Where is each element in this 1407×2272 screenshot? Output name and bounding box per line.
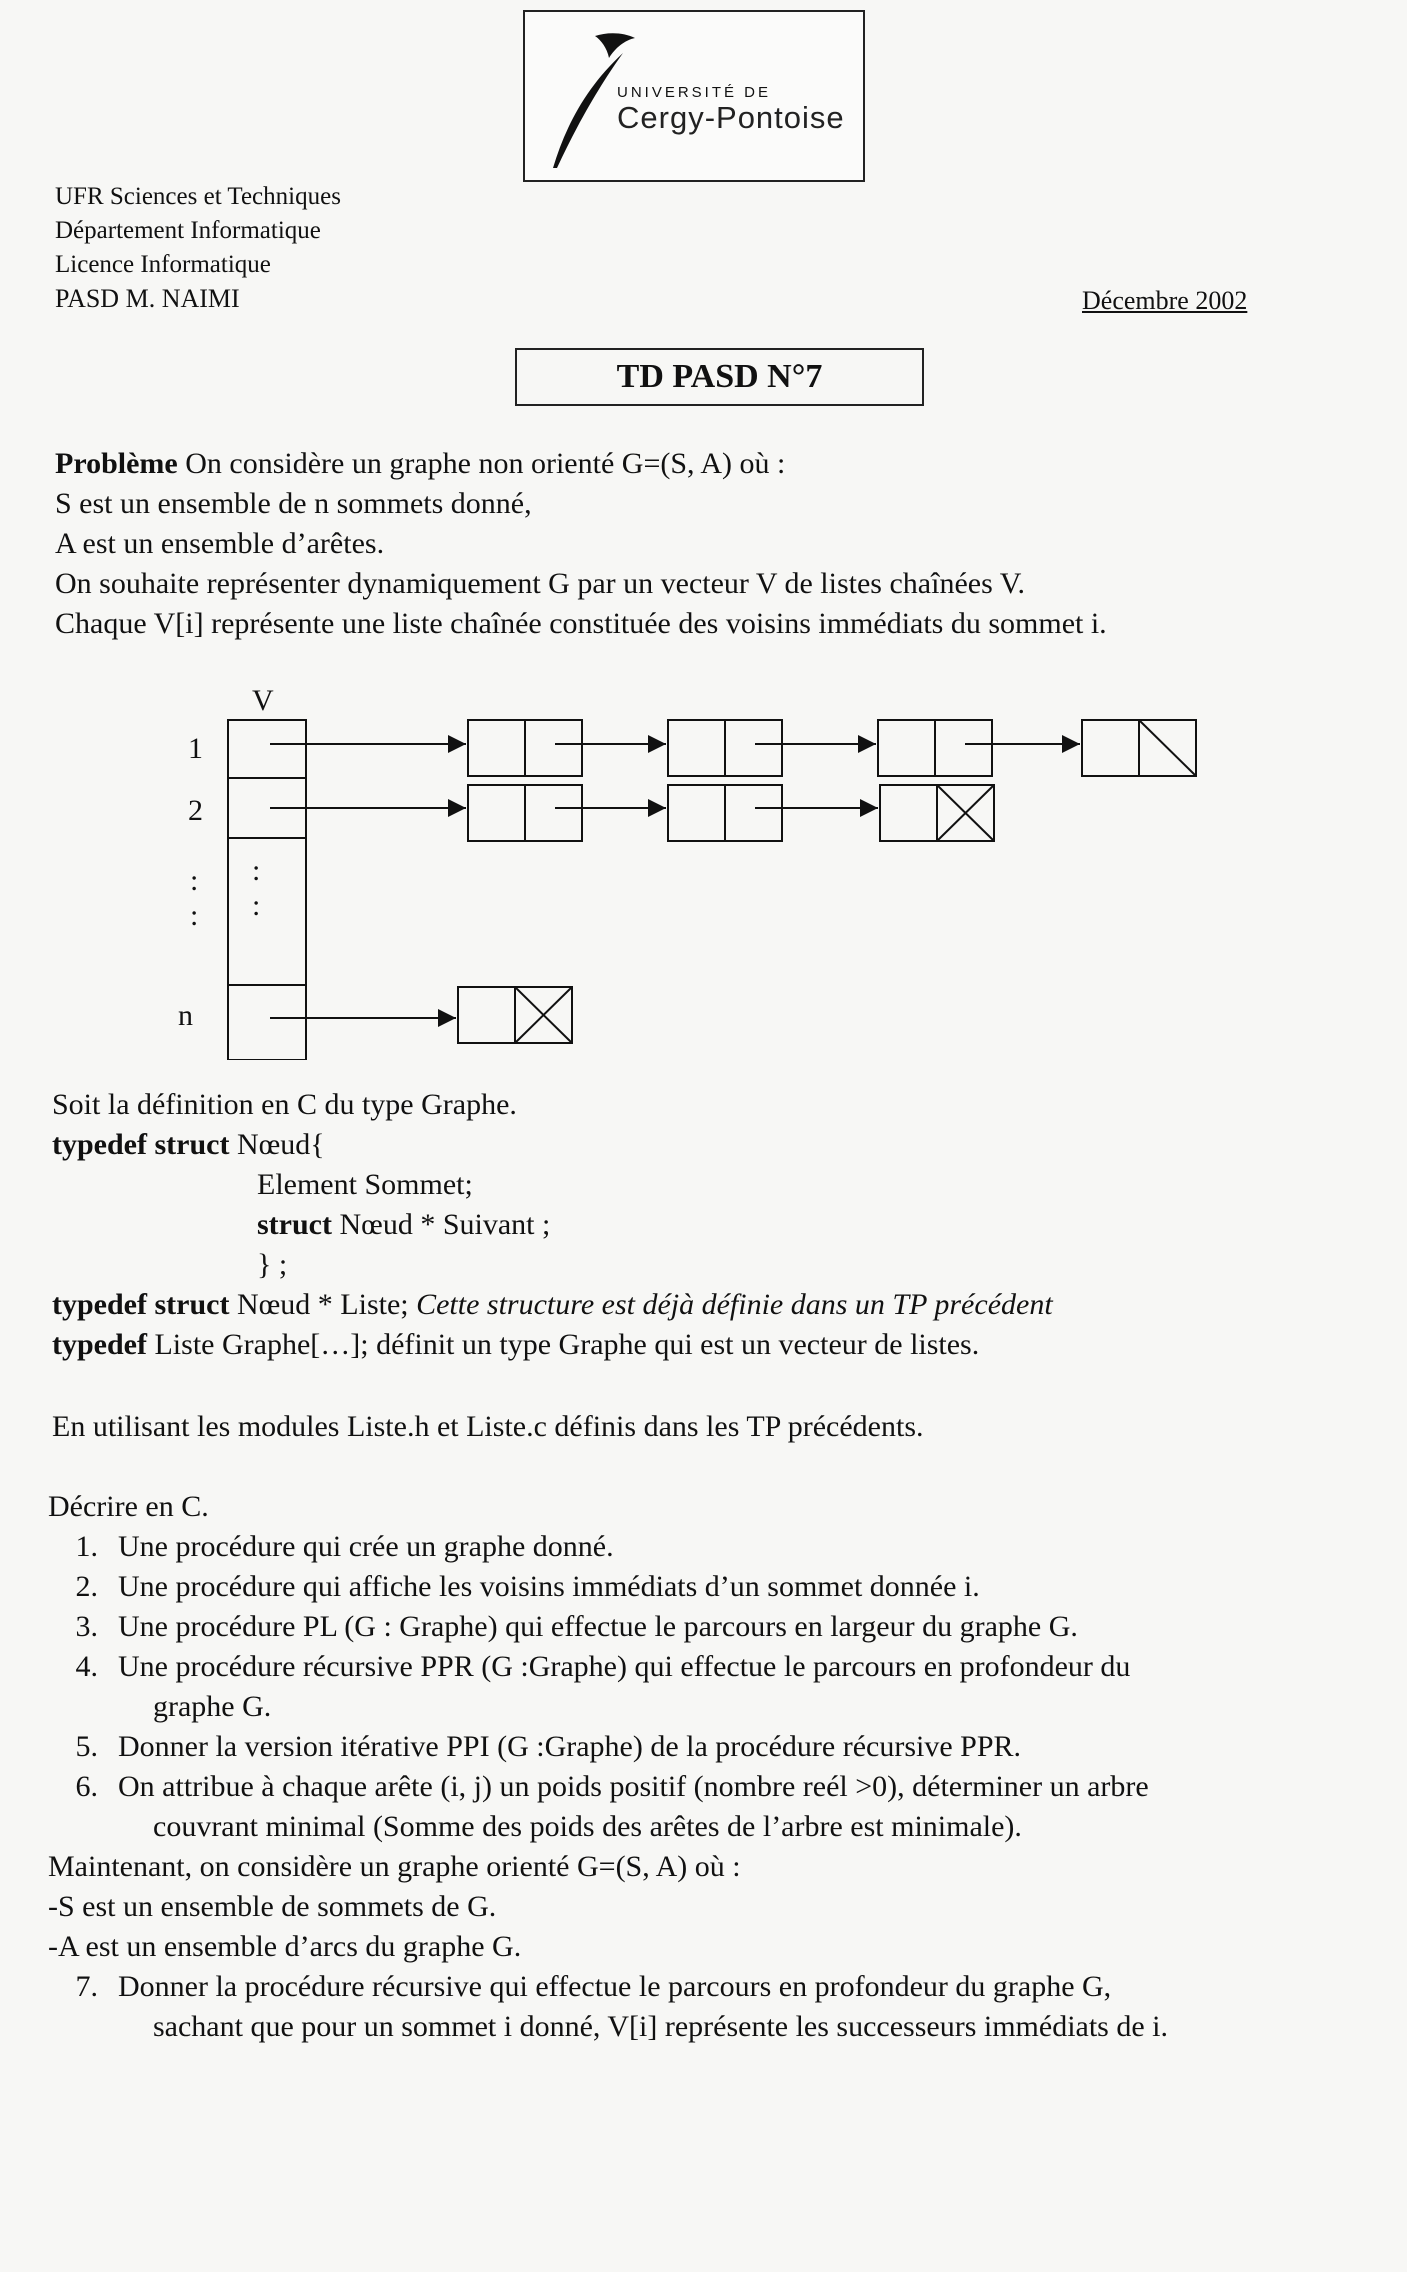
code-keyword: typedef struct: [52, 1128, 230, 1161]
list-item: 1. Une procédure qui crée un graphe donné.: [75, 1530, 614, 1563]
oriente-a: -A est un ensemble d’arcs du graphe G.: [48, 1930, 522, 1963]
code-line: } ;: [257, 1248, 288, 1281]
oriente-intro: Maintenant, on considère un graphe orienté G=(S, A) où :: [48, 1850, 741, 1883]
list-item: 2. Une procédure qui affiche les voisins immédiats d’un sommet donnée i.: [75, 1570, 980, 1603]
logo-university-name: Cergy-Pontoise: [617, 100, 845, 135]
header-block: [55, 180, 341, 316]
problem-line-1: S est un ensemble de n sommets donné,: [55, 487, 532, 520]
header-ufr: UFR Sciences et Techniques: [55, 183, 341, 210]
header-course: PASD M. NAIMI: [55, 284, 240, 313]
problem-intro: On considère un graphe non orienté G=(S, A) où :: [177, 447, 786, 480]
code-line: Element Sommet;: [257, 1168, 473, 1201]
code-section: [52, 1085, 1053, 1365]
header-licence: Licence Informatique: [55, 251, 271, 278]
list-item-continuation: graphe G.: [153, 1690, 272, 1723]
vector-dots-2: :: [252, 889, 261, 922]
code-intro: Soit la définition en C du type Graphe.: [52, 1088, 517, 1121]
code-comment: Cette structure est déjà définie dans un TP précédent: [416, 1288, 1053, 1321]
header-departement: Département Informatique: [55, 217, 321, 244]
graph-adjacency-diagram: [160, 680, 1220, 1060]
problem-line-2: A est un ensemble d’arêtes.: [55, 527, 385, 560]
list-item: 5. Donner la version itérative PPI (G :Graphe) de la procédure récursive PPR.: [75, 1730, 1022, 1763]
list-item-continuation: sachant que pour un sommet i donné, V[i] représente les successeurs immédiats de i.: [153, 2010, 1169, 2043]
problem-line-3: On souhaite représenter dynamiquement G par un vecteur V de listes chaînées V.: [55, 567, 1026, 600]
modules-text: En utilisant les modules Liste.h et Liste.c définis dans les TP précédents.: [52, 1410, 924, 1443]
list-item-continuation: couvrant minimal (Somme des poids des arêtes de l’arbre est minimale).: [153, 1810, 1022, 1843]
university-logo: [523, 10, 865, 182]
page-title: TD PASD N°7: [515, 348, 924, 406]
problem-line-4: Chaque V[i] représente une liste chaînée constituée des voisins immédiats du sommet i.: [55, 607, 1107, 640]
vector-column: [228, 720, 306, 1060]
vector-dots-1: :: [252, 854, 261, 887]
code-keyword: typedef: [52, 1328, 147, 1361]
code-line: Liste Graphe[…]; définit un type Graphe qui est un vecteur de listes.: [146, 1328, 980, 1361]
decrire-heading: Décrire en C.: [48, 1490, 209, 1523]
code-line: Nœud * Suivant ;: [331, 1208, 551, 1241]
oriente-s: -S est un ensemble de sommets de G.: [48, 1890, 497, 1923]
code-keyword: typedef struct: [52, 1288, 230, 1321]
code-keyword: struct: [257, 1208, 332, 1241]
exercise-section: [48, 1487, 1168, 2047]
logo-university-label: UNIVERSITÉ DE: [617, 84, 772, 101]
vector-label: V: [252, 684, 274, 717]
list-item: 7. Donner la procédure récursive qui effectue le parcours en profondeur du graphe G,: [75, 1970, 1112, 2003]
code-line: Nœud{: [229, 1128, 325, 1161]
problem-label: Problème: [55, 447, 178, 480]
list-item: 4. Une procédure récursive PPR (G :Graphe) qui effectue le parcours en profondeur du: [75, 1650, 1131, 1683]
header-date: Décembre 2002: [1082, 286, 1248, 315]
row-label-1: 1: [188, 732, 203, 765]
list-item: 3. Une procédure PL (G : Graphe) qui effectue le parcours en largeur du graphe G.: [75, 1610, 1078, 1643]
problem-statement: [55, 444, 1107, 644]
row-label-n: n: [178, 999, 193, 1032]
list-item: 6. On attribue à chaque arête (i, j) un poids positif (nombre reél >0), déterminer un arbre: [75, 1770, 1149, 1803]
row-label-2: 2: [188, 794, 203, 827]
row-label-dots-2: :: [190, 899, 199, 932]
row-label-dots-1: :: [190, 864, 199, 897]
code-line: Nœud * Liste;: [229, 1288, 417, 1321]
